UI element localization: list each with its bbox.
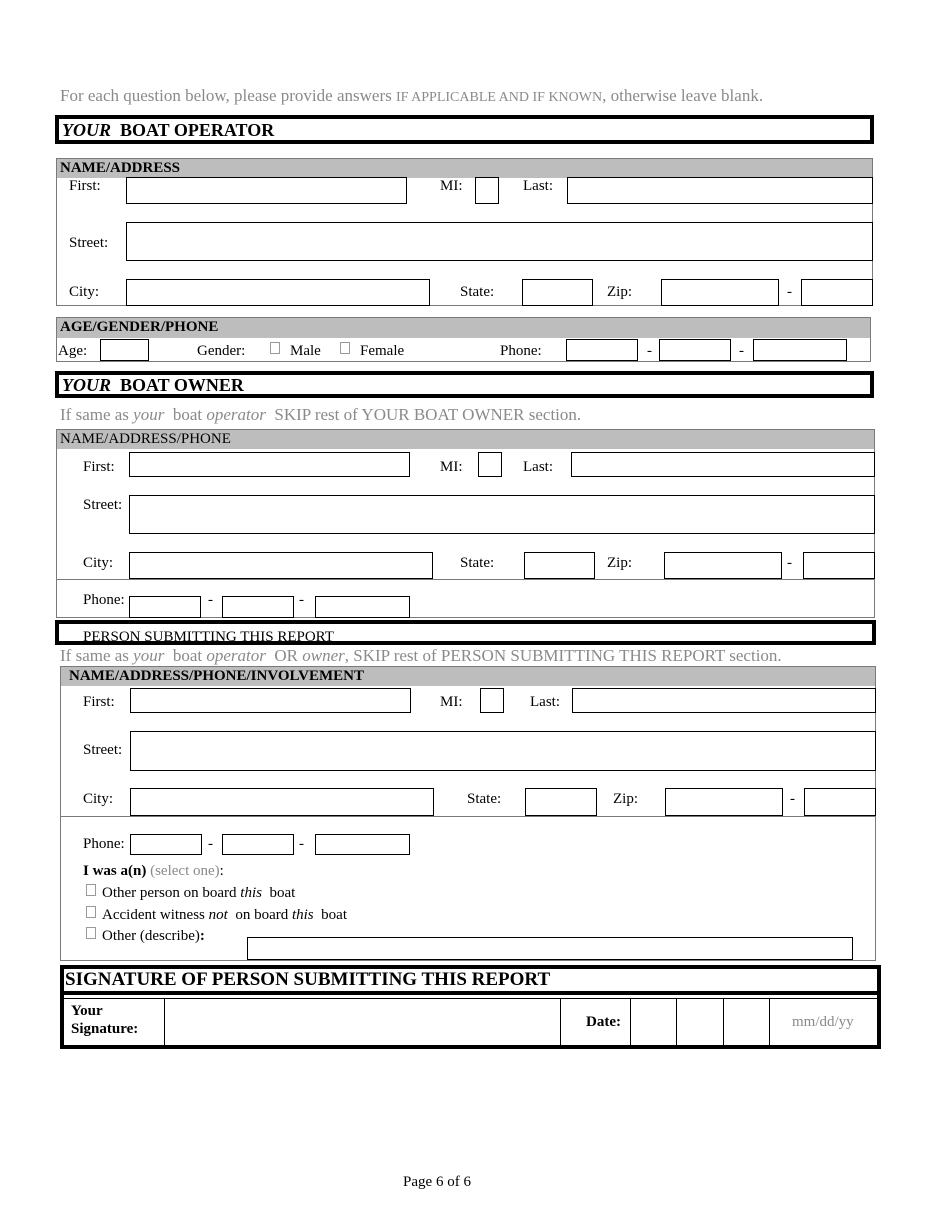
- owner-mi-field[interactable]: [478, 452, 502, 477]
- operator-age-gender-phone-bar: AGE/GENDER/PHONE: [57, 318, 870, 338]
- submitter-zip-dash: -: [790, 791, 795, 807]
- involvement-question: [83, 863, 224, 880]
- operator-city-field[interactable]: [126, 279, 430, 306]
- owner-street-field[interactable]: [129, 495, 875, 534]
- submitter-phone-dash-1: -: [208, 836, 213, 852]
- owner-phone-divider: [57, 579, 874, 580]
- submitter-street-field[interactable]: [130, 731, 876, 771]
- involvement-option-onboard-label: [102, 885, 295, 902]
- submitter-zip4-field[interactable]: [804, 788, 876, 816]
- operator-gender-female-checkbox[interactable]: [340, 342, 350, 354]
- operator-phone-prefix-field[interactable]: [659, 339, 731, 361]
- operator-age-label: Age:: [58, 343, 88, 359]
- operator-phone-dash-2: -: [739, 343, 744, 359]
- operator-section-header: [55, 115, 874, 144]
- owner-skip-boat: boat: [172, 405, 203, 424]
- operator-gender-male-checkbox[interactable]: [270, 342, 280, 354]
- date-format-cell: [769, 999, 877, 1045]
- operator-street-label: Street:: [69, 235, 109, 251]
- operator-name-address-bar: NAME/ADDRESS: [57, 159, 872, 178]
- involvement-question-colon: :: [219, 863, 224, 879]
- owner-city-field[interactable]: [129, 552, 433, 579]
- submitter-phone-label: Phone:: [83, 836, 125, 852]
- owner-zip-dash: -: [787, 555, 792, 571]
- owner-skip-operator: operator: [206, 405, 266, 424]
- involvement-option-other-colon: :: [199, 928, 205, 944]
- involvement-option-onboard-checkbox[interactable]: [86, 884, 96, 896]
- operator-first-field[interactable]: [126, 177, 407, 204]
- date-month-field[interactable]: [630, 999, 677, 1045]
- submitter-street-label: Street:: [83, 742, 123, 758]
- submitter-mi-label: MI:: [440, 694, 463, 710]
- involvement-option-witness-checkbox[interactable]: [86, 906, 96, 918]
- operator-state-label: State:: [460, 284, 495, 300]
- owner-title-your: YOUR: [62, 375, 111, 395]
- operator-zip4-field[interactable]: [801, 279, 873, 306]
- operator-last-label: Last:: [523, 178, 553, 194]
- operator-title-rest: BOAT OPERATOR: [120, 120, 275, 140]
- involvement-option-onboard-text-a: Other person on board: [102, 885, 237, 901]
- signature-label: [71, 1002, 138, 1038]
- submitter-skip-text-a: If same as: [60, 646, 129, 665]
- submitter-skip-text-b: , SKIP rest of PERSON SUBMITTING THIS REPORT section.: [344, 646, 782, 665]
- owner-name-address-phone-bar: NAME/ADDRESS/PHONE: [57, 430, 874, 449]
- owner-phone-line-field[interactable]: [315, 596, 410, 618]
- operator-title-your: YOUR: [62, 120, 111, 140]
- operator-gender-male-label: Male: [290, 343, 321, 359]
- owner-skip-text-a: If same as: [60, 405, 129, 424]
- instructions-text: For each question below, please provide answers: [60, 86, 392, 105]
- submitter-last-label: Last:: [530, 694, 560, 710]
- signature-label-your: Your: [71, 1003, 103, 1019]
- submitter-skip-instruction: [60, 646, 782, 666]
- signature-section-title: SIGNATURE OF PERSON SUBMITTING THIS REPORT: [65, 969, 551, 990]
- operator-phone-label: Phone:: [500, 343, 542, 359]
- operator-gender-label: Gender:: [197, 343, 246, 359]
- owner-last-label: Last:: [523, 459, 553, 475]
- date-year-field[interactable]: [723, 999, 770, 1045]
- owner-skip-text-b: SKIP rest of YOUR BOAT OWNER section.: [274, 405, 582, 424]
- instructions-end: , otherwise leave blank.: [602, 86, 764, 105]
- owner-skip-your: your: [133, 405, 165, 424]
- operator-phone-line-field[interactable]: [753, 339, 847, 361]
- submitter-details-bar: NAME/ADDRESS/PHONE/INVOLVEMENT: [61, 667, 875, 686]
- involvement-option-witness-not: not: [208, 907, 228, 923]
- signature-section-header: [64, 969, 877, 995]
- submitter-skip-operator: operator: [206, 646, 266, 665]
- involvement-option-witness-text-c: boat: [321, 907, 347, 923]
- submitter-skip-or: OR: [274, 646, 298, 665]
- submitter-first-field[interactable]: [130, 688, 411, 713]
- operator-mi-label: MI:: [440, 178, 463, 194]
- date-label: Date:: [586, 1014, 621, 1030]
- involvement-option-witness-text-a: Accident witness: [102, 907, 205, 923]
- operator-zip-field[interactable]: [661, 279, 779, 306]
- operator-street-field[interactable]: [126, 222, 873, 261]
- owner-section-title: [62, 375, 244, 396]
- operator-last-field[interactable]: [567, 177, 873, 204]
- operator-mi-field[interactable]: [475, 177, 499, 204]
- signature-row: [64, 998, 877, 1045]
- operator-phone-dash-1: -: [647, 343, 652, 359]
- submitter-city-field[interactable]: [130, 788, 434, 816]
- owner-last-field[interactable]: [571, 452, 875, 477]
- operator-first-label: First:: [69, 178, 101, 194]
- operator-zip-label: Zip:: [607, 284, 632, 300]
- owner-title-rest: BOAT OWNER: [120, 375, 244, 395]
- operator-section-title: [62, 120, 274, 141]
- owner-first-field[interactable]: [129, 452, 410, 477]
- operator-state-field[interactable]: [522, 279, 593, 306]
- involvement-option-other-label: [102, 928, 205, 945]
- owner-phone-dash-2: -: [299, 592, 304, 608]
- submitter-section-header: [55, 620, 876, 645]
- owner-skip-instruction: [60, 405, 581, 425]
- submitter-phone-prefix-field[interactable]: [222, 834, 294, 855]
- instructions-caps: IF APPLICABLE AND IF KNOWN: [395, 90, 603, 105]
- owner-state-field[interactable]: [524, 552, 595, 579]
- involvement-option-onboard-text-b: boat: [269, 885, 296, 901]
- owner-mi-label: MI:: [440, 459, 463, 475]
- owner-state-label: State:: [460, 555, 495, 571]
- involvement-select-hint: (select one): [150, 863, 220, 879]
- operator-age-field[interactable]: [100, 339, 149, 361]
- signature-field[interactable]: [164, 999, 561, 1045]
- submitter-last-field[interactable]: [572, 688, 876, 713]
- submitter-city-label: City:: [83, 791, 114, 807]
- submitter-phone-dash-2: -: [299, 836, 304, 852]
- involvement-option-other-text: Other (describe): [102, 928, 200, 944]
- date-format-hint: mm/dd/yy: [792, 1014, 854, 1030]
- submitter-state-label: State:: [467, 791, 502, 807]
- owner-phone-dash-1: -: [208, 592, 213, 608]
- owner-zip4-field[interactable]: [803, 552, 875, 579]
- involvement-option-witness-label: [102, 907, 347, 924]
- submitter-skip-your: your: [133, 646, 165, 665]
- submitter-first-label: First:: [83, 694, 115, 710]
- operator-phone-area-field[interactable]: [566, 339, 638, 361]
- submitter-phone-divider: [61, 816, 875, 817]
- owner-city-label: City:: [83, 555, 114, 571]
- owner-section-header: [55, 371, 874, 398]
- page-number: Page 6 of 6: [403, 1174, 471, 1190]
- owner-zip-field[interactable]: [664, 552, 782, 579]
- owner-zip-label: Zip:: [607, 555, 632, 571]
- involvement-option-other-checkbox[interactable]: [86, 927, 96, 939]
- operator-city-label: City:: [69, 284, 100, 300]
- submitter-section-title: PERSON SUBMITTING THIS REPORT: [83, 629, 334, 645]
- submitter-phone-line-field[interactable]: [315, 834, 410, 855]
- submitter-zip-label: Zip:: [613, 791, 638, 807]
- involvement-other-describe-field[interactable]: [247, 937, 853, 960]
- operator-zip-dash: -: [787, 284, 792, 300]
- owner-street-label: Street:: [83, 497, 123, 513]
- involvement-option-witness-this: this: [291, 907, 314, 923]
- submitter-skip-owner: owner: [302, 646, 345, 665]
- submitter-mi-field[interactable]: [480, 688, 504, 713]
- submitter-state-field[interactable]: [525, 788, 597, 816]
- owner-phone-prefix-field[interactable]: [222, 596, 294, 618]
- submitter-zip-field[interactable]: [665, 788, 783, 816]
- submitter-skip-boat: boat: [172, 646, 203, 665]
- owner-first-label: First:: [83, 459, 115, 475]
- owner-phone-area-field[interactable]: [129, 596, 201, 618]
- involvement-option-witness-text-b: on board: [235, 907, 289, 923]
- date-day-field[interactable]: [676, 999, 724, 1045]
- instructions: [60, 86, 763, 106]
- owner-phone-label: Phone:: [83, 592, 125, 608]
- signature-label-signature: Signature:: [71, 1021, 139, 1037]
- involvement-option-onboard-this: this: [240, 885, 262, 901]
- submitter-phone-area-field[interactable]: [130, 834, 202, 855]
- operator-gender-female-label: Female: [360, 343, 405, 359]
- involvement-question-label: I was a(n): [83, 863, 147, 879]
